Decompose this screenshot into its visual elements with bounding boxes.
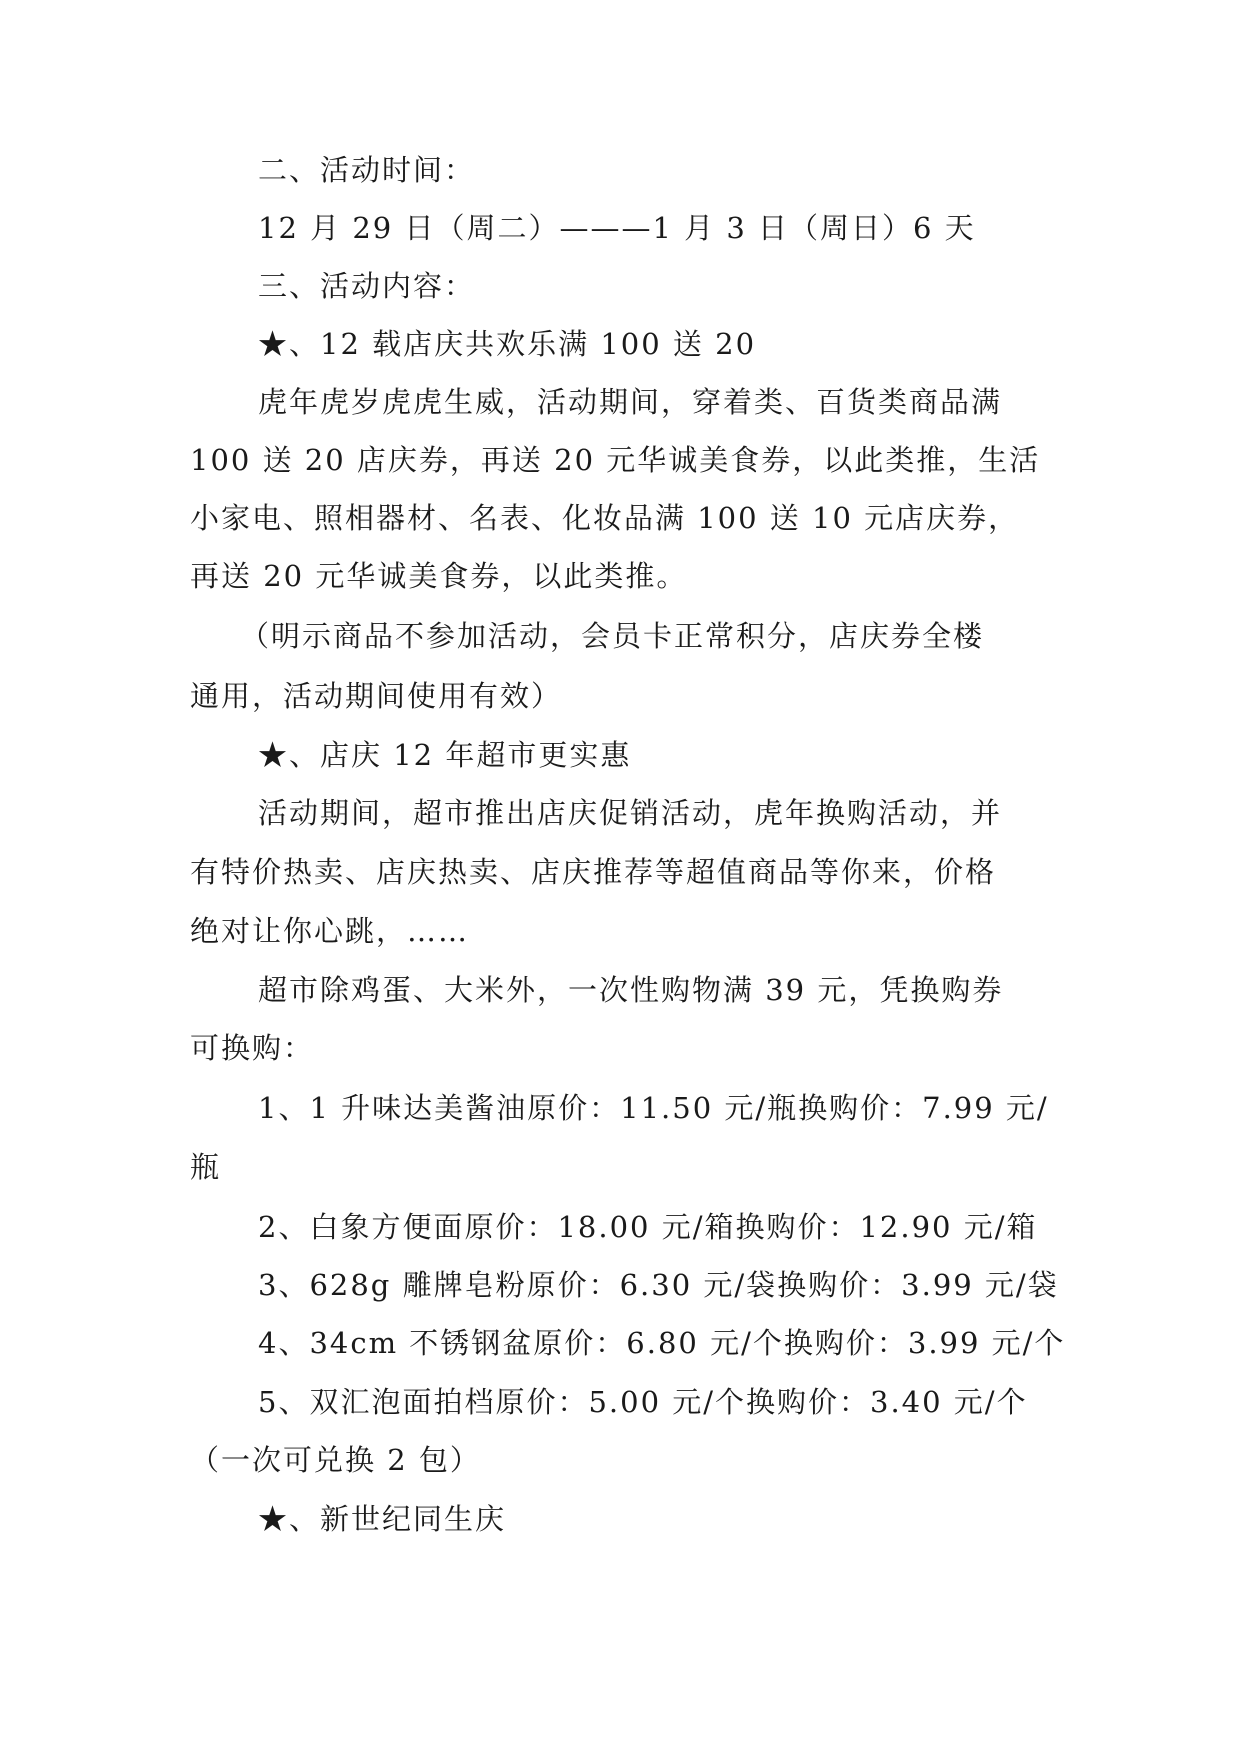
paragraph-line: 100 送 20 店庆券，再送 20 元华诚美食券，以此类推，生活 [190, 443, 1041, 477]
paragraph-line: 有特价热卖、店庆热卖、店庆推荐等超值商品等你来，价格 [190, 855, 997, 889]
activity-heading-2: ★、店庆 12 年超市更实惠 [258, 738, 632, 772]
paragraph-line: 绝对让你心跳，…… [190, 914, 470, 948]
list-item: 1、1 升味达美酱油原价：11.50 元/瓶换购价：7.99 元/ [258, 1091, 1049, 1125]
list-item: 4、34cm 不锈钢盆原价：6.80 元/个换购价：3.99 元/个 [258, 1326, 1066, 1360]
list-item-note: （一次可兑换 2 包） [190, 1443, 481, 1477]
paragraph-line: 虎年虎岁虎虎生威，活动期间，穿着类、百货类商品满 [258, 385, 1003, 419]
list-item: 2、白象方便面原价：18.00 元/箱换购价：12.90 元/箱 [258, 1210, 1038, 1244]
list-item: 5、双汇泡面拍档原价：5.00 元/个换购价：3.40 元/个 [258, 1385, 1028, 1419]
paragraph-line: 活动期间，超市推出店庆促销活动，虎年换购活动，并 [258, 796, 1003, 830]
paragraph-line: 通用，活动期间使用有效） [190, 679, 563, 713]
list-item-continuation: 瓶 [190, 1150, 222, 1184]
section-heading-content: 三、活动内容： [258, 269, 476, 303]
paragraph-line: 超市除鸡蛋、大米外，一次性购物满 39 元，凭换购券 [258, 973, 1004, 1007]
activity-heading-1: ★、12 载店庆共欢乐满 100 送 20 [258, 327, 757, 361]
paragraph-line: 12 月 29 日（周二）———1 月 3 日（周日）6 天 [258, 211, 976, 245]
paragraph-line: 再送 20 元华诚美食券，以此类推。 [190, 559, 688, 593]
section-heading-time: 二、活动时间： [258, 153, 476, 187]
paragraph-line: （明示商品不参加活动，会员卡正常积分，店庆券全楼 [240, 619, 985, 653]
paragraph-line: 小家电、照相器材、名表、化妆品满 100 送 10 元店庆券， [190, 501, 1020, 535]
paragraph-line: 可换购： [190, 1031, 315, 1065]
activity-heading-3: ★、新世纪同生庆 [258, 1502, 507, 1536]
list-item: 3、628g 雕牌皂粉原价：6.30 元/袋换购价：3.99 元/袋 [258, 1268, 1059, 1302]
